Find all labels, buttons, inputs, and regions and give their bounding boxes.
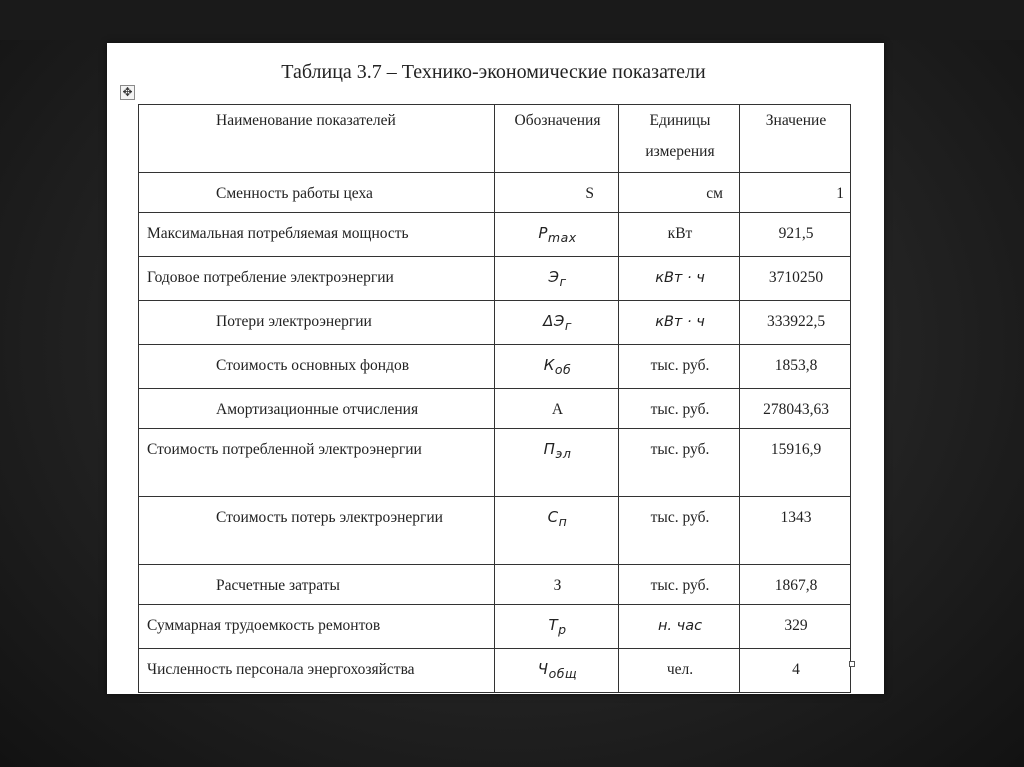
row-symbol (495, 213, 619, 257)
row-value: 278043,63 (740, 389, 851, 429)
row-value: 15916,9 (740, 429, 851, 497)
row-name: Амортизационные отчисления (139, 389, 495, 429)
row-value: 1 (740, 173, 851, 213)
symbol-sub: р (558, 622, 567, 637)
symbol-sub: эл (555, 446, 572, 461)
table-row (139, 301, 851, 345)
row-unit: см (619, 173, 740, 213)
row-name: Потери электроэнергии (139, 301, 495, 345)
symbol-main: Ч (537, 660, 549, 678)
symbol-main: Т (548, 616, 559, 634)
row-unit: тыс. руб. (619, 345, 740, 389)
symbol-sub: общ (548, 666, 578, 681)
slide-background-band (0, 0, 1024, 40)
table-row (139, 605, 851, 649)
symbol-sub: п (558, 514, 568, 529)
table-row (139, 649, 851, 693)
row-symbol: А (495, 389, 619, 429)
row-value: 1853,8 (740, 345, 851, 389)
symbol-main: ΔЭ (543, 312, 565, 330)
row-symbol: З (495, 565, 619, 605)
row-symbol (495, 497, 619, 565)
row-value: 921,5 (740, 213, 851, 257)
row-name (139, 497, 495, 565)
row-name-text: Стоимость потерь электроэнергии (216, 509, 443, 526)
table-row (139, 345, 851, 389)
row-name: Стоимость основных фондов (139, 345, 495, 389)
row-name: Сменность работы цеха (139, 173, 495, 213)
row-symbol (495, 605, 619, 649)
row-unit: тыс. руб. (619, 429, 740, 497)
row-symbol (495, 345, 619, 389)
symbol-main: Э (548, 268, 560, 286)
indicators-table (138, 104, 851, 693)
table-caption: Таблица 3.7 – Технико-экономические показатели (281, 61, 706, 83)
row-symbol (495, 429, 619, 497)
row-unit (619, 257, 740, 301)
symbol-main: P (538, 224, 548, 242)
row-name: Стоимость потребленной электроэнергии (139, 429, 495, 497)
symbol-sub: г (564, 318, 572, 333)
symbol-main: С (547, 508, 559, 526)
table-row (139, 213, 851, 257)
unit-text: кВт · ч (655, 314, 705, 330)
row-symbol (495, 649, 619, 693)
table-header-row (139, 105, 851, 173)
symbol-main: П (543, 440, 556, 458)
header-value: Значение (740, 105, 851, 173)
header-symbol: Обозначения (495, 105, 619, 173)
row-value: 1343 (740, 497, 851, 565)
row-unit: тыс. руб. (619, 389, 740, 429)
row-value: 329 (740, 605, 851, 649)
row-unit (619, 605, 740, 649)
table-row (139, 173, 851, 213)
table-row (139, 429, 851, 497)
table-row (139, 565, 851, 605)
row-name: Максимальная потребляемая мощность (139, 213, 495, 257)
row-name: Расчетные затраты (139, 565, 495, 605)
row-symbol (495, 301, 619, 345)
symbol-sub: об (554, 362, 572, 377)
row-name: Суммарная трудоемкость ремонтов (139, 605, 495, 649)
row-unit: тыс. руб. (619, 497, 740, 565)
row-name: Годовое потребление электроэнергии (139, 257, 495, 301)
row-symbol (495, 257, 619, 301)
move-arrows-icon[interactable]: ✥ (120, 85, 135, 100)
row-unit (619, 301, 740, 345)
unit-text: н. час (657, 618, 703, 634)
row-unit: кВт (619, 213, 740, 257)
row-unit: тыс. руб. (619, 565, 740, 605)
row-name: Численность персонала энергохозяйства (139, 649, 495, 693)
symbol-main: К (543, 356, 555, 374)
table-row (139, 389, 851, 429)
resize-handle[interactable] (849, 661, 855, 667)
unit-text: кВт · ч (655, 270, 705, 286)
header-name: Наименование показателей (139, 105, 495, 173)
symbol-sub: г (559, 274, 567, 289)
row-symbol: S (495, 173, 619, 213)
row-value: 3710250 (740, 257, 851, 301)
table-row (139, 257, 851, 301)
row-value: 333922,5 (740, 301, 851, 345)
row-value: 4 (740, 649, 851, 693)
symbol-sub: max (547, 230, 577, 245)
row-value: 1867,8 (740, 565, 851, 605)
row-unit: чел. (619, 649, 740, 693)
header-unit: Единицы измерения (619, 105, 740, 173)
table-row (139, 497, 851, 565)
